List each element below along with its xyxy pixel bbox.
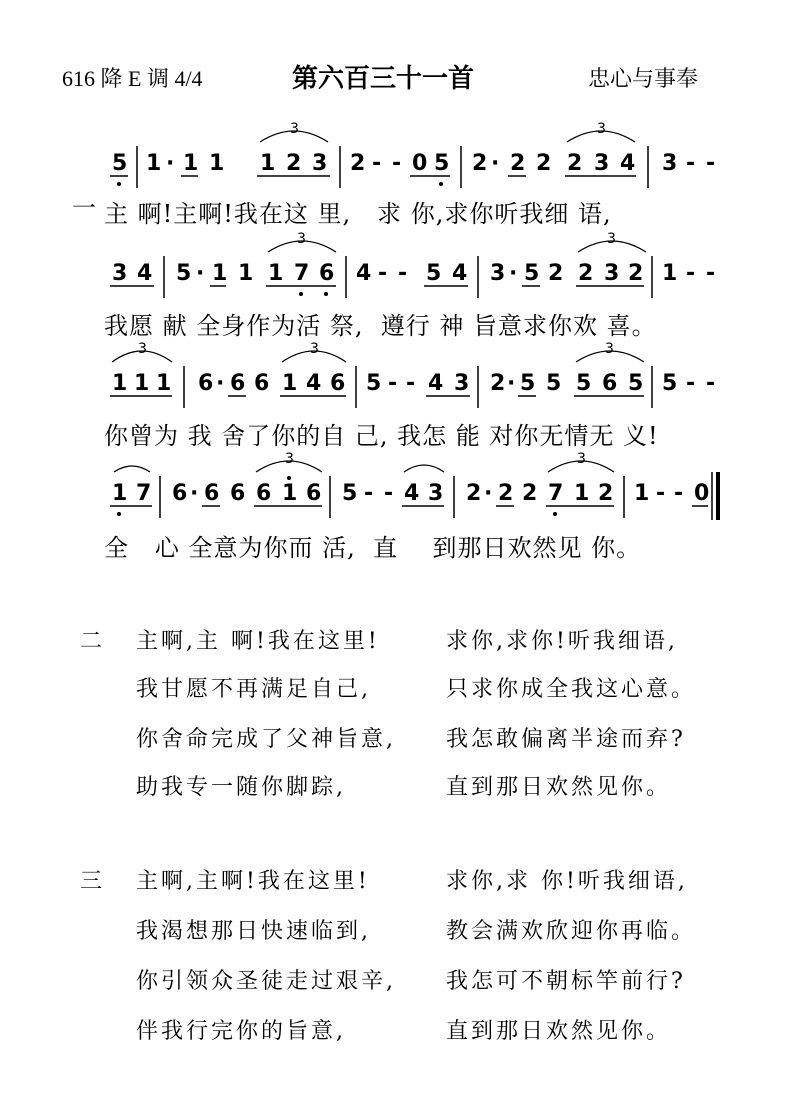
note: 2	[598, 481, 614, 506]
verse-line: 我怎可不朝标竿前行?	[446, 969, 686, 994]
note: -	[686, 261, 696, 286]
note: 6	[330, 371, 346, 396]
note: -	[378, 261, 388, 286]
note: -	[674, 481, 684, 506]
note: 7	[136, 481, 152, 506]
note: 2	[350, 151, 366, 176]
note: 2	[498, 481, 514, 506]
note: 5	[546, 371, 562, 396]
verse-line: 助我专一随你脚踪,	[136, 775, 346, 800]
verse-line: 主啊,主啊!我在这里!	[136, 869, 370, 894]
note: 4	[356, 261, 372, 286]
note: 1	[134, 371, 150, 396]
svg-text:3: 3	[607, 231, 616, 247]
note: ·	[166, 151, 175, 176]
note: ·	[196, 261, 205, 286]
note: 5	[434, 151, 450, 176]
note: 1	[146, 151, 162, 176]
note: 1	[634, 481, 650, 506]
verse-line: 教会满欢欣迎你再临。	[446, 919, 697, 944]
svg-text:3: 3	[605, 341, 614, 357]
note: 6	[172, 481, 188, 506]
verse-line: 只求你成全我这心意。	[446, 677, 697, 702]
note: -	[706, 371, 716, 396]
note: -	[706, 261, 716, 286]
note: 1	[212, 261, 228, 286]
note: 2	[536, 151, 552, 176]
note: 4	[306, 371, 322, 396]
verse-line: 伴我行完你的旨意,	[136, 1019, 346, 1044]
verse-line: 你引领众圣徒走过艰辛,	[136, 969, 396, 994]
note: 2	[548, 261, 564, 286]
note: 3	[428, 481, 444, 506]
note: 3	[662, 151, 678, 176]
note: ·	[190, 481, 199, 506]
verse-line: 我怎敢偏离半途而弃?	[446, 727, 686, 752]
note: ·	[216, 371, 225, 396]
note: 6	[198, 371, 214, 396]
note: 5	[176, 261, 192, 286]
note: 1	[238, 261, 254, 286]
note: 4	[137, 261, 153, 286]
note: 2	[578, 261, 594, 286]
note: 2	[522, 481, 538, 506]
note: 1	[662, 261, 678, 286]
note: 7	[294, 261, 310, 286]
note: 6	[602, 371, 618, 396]
note: ·	[484, 481, 493, 506]
note: 1	[260, 151, 276, 176]
note: 5	[628, 371, 644, 396]
stanza-marker: 一	[72, 194, 96, 222]
note: 3	[490, 261, 506, 286]
note: 0	[694, 481, 710, 506]
note: 1	[112, 481, 128, 506]
hymn-number-key-meter: 616 降 E 调 4/4	[62, 66, 203, 91]
note: 1	[183, 151, 199, 176]
note: 3	[112, 261, 128, 286]
note: 2	[510, 151, 526, 176]
note: 1	[574, 481, 590, 506]
note: 6	[306, 481, 322, 506]
note: 1	[282, 371, 298, 396]
svg-text:3: 3	[285, 451, 294, 467]
note: 5	[520, 371, 536, 396]
note: 6	[319, 261, 335, 286]
note: 6	[254, 371, 270, 396]
note: -	[686, 151, 696, 176]
note: -	[398, 261, 408, 286]
verse-line: 我甘愿不再满足自己,	[136, 677, 371, 702]
note: -	[686, 371, 696, 396]
note: 3	[454, 371, 470, 396]
note: 3	[312, 151, 328, 176]
note: -	[388, 371, 398, 396]
lyric-row-1: 主 啊!主啊!我在这 里, 求 你,求你听我细 语,	[104, 200, 612, 228]
note: 4	[452, 261, 468, 286]
note: -	[372, 151, 382, 176]
note: 2	[286, 151, 302, 176]
hymn-title: 第六百三十一首	[292, 64, 475, 94]
verse-line: 直到那日欢然见你。	[446, 775, 672, 800]
note: 5	[576, 371, 592, 396]
verse-line: 求你,求你!听我细语,	[446, 629, 678, 654]
note: 6	[204, 481, 220, 506]
note: 4	[404, 481, 420, 506]
note: 2	[567, 151, 583, 176]
note: 5	[342, 481, 358, 506]
note: 5	[112, 151, 128, 176]
note: 1	[156, 371, 172, 396]
note: 2	[472, 151, 488, 176]
note: 2	[490, 371, 506, 396]
note: 6	[256, 481, 272, 506]
verse-number: 三	[80, 869, 103, 894]
note: 1	[268, 261, 284, 286]
svg-text:3: 3	[310, 341, 319, 357]
svg-text:3: 3	[597, 121, 606, 137]
note: -	[392, 151, 402, 176]
note: -	[706, 151, 716, 176]
note: -	[384, 481, 394, 506]
note: 2	[466, 481, 482, 506]
verse-line: 求你,求 你!听我细语,	[446, 869, 688, 894]
note: ·	[509, 261, 518, 286]
verse-line: 主啊,主 啊!我在这里!	[136, 629, 380, 654]
hymn-category: 忠心与事奉	[588, 67, 699, 92]
svg-text:3: 3	[290, 121, 299, 137]
svg-text:3: 3	[577, 451, 586, 467]
verse-number: 二	[80, 629, 103, 654]
note: -	[406, 371, 416, 396]
note: 4	[428, 371, 444, 396]
note: 3	[604, 261, 620, 286]
verse-line: 你舍命完成了父神旨意,	[136, 727, 396, 752]
note: 5	[524, 261, 540, 286]
note: 3	[594, 151, 610, 176]
note: 1	[112, 371, 128, 396]
note: -	[364, 481, 374, 506]
note: 4	[620, 151, 636, 176]
note: ·	[491, 151, 500, 176]
note: 0	[412, 151, 428, 176]
note: 5	[366, 371, 382, 396]
note: 5	[662, 371, 678, 396]
note: 7	[548, 481, 564, 506]
lyric-row-3: 你曾为 我 舍了你的自 己, 我怎 能 对你无情无 义!	[104, 422, 659, 450]
note: 5	[426, 261, 442, 286]
verse-line: 直到那日欢然见你。	[446, 1019, 672, 1044]
verse-line: 我渴想那日快速临到,	[136, 919, 371, 944]
note: 1	[209, 151, 225, 176]
svg-text:3: 3	[138, 341, 147, 357]
note: 6	[230, 481, 246, 506]
svg-text:3: 3	[297, 231, 306, 247]
note: -	[656, 481, 666, 506]
lyric-row-4: 全 心 全意为你而 活, 直 到那日欢然见 你。	[104, 534, 642, 562]
note: 6	[230, 371, 246, 396]
note: 1	[282, 481, 298, 506]
note: ·	[507, 371, 516, 396]
lyric-row-2: 我愿 献 全身作为活 祭, 遵行 神 旨意求你欢 喜。	[104, 312, 657, 340]
note: 2	[628, 261, 644, 286]
